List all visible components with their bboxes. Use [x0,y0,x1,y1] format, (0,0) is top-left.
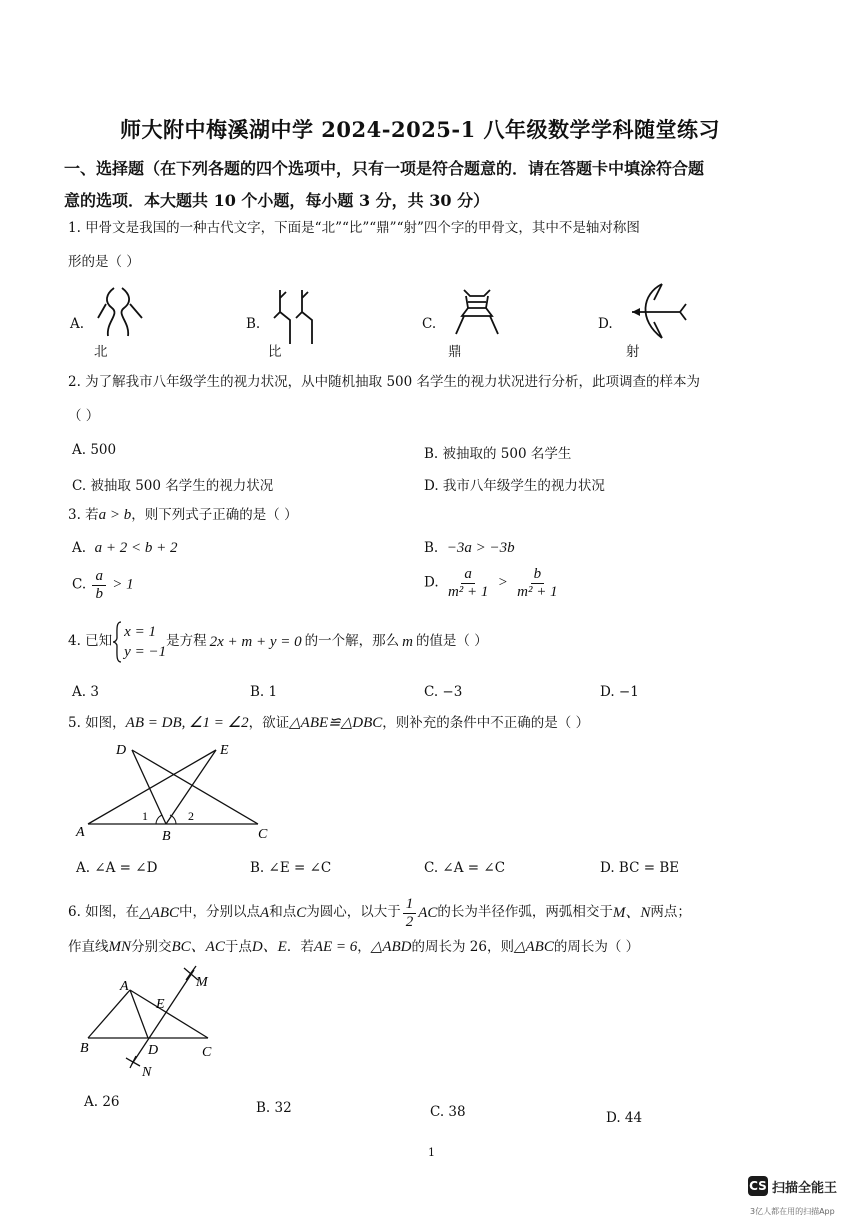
q4-stem: 4. 已知 x = 1 y = −1 是方程 2x + m + y = 0 的一个解，那么 m 的值是（ ） [68,620,488,664]
q6-option-c: C. 38 [430,1104,466,1120]
q6-label-b: B [80,1041,89,1056]
page-title: 师大附中梅溪湖中学 2024-2025-1 八年级数学学科随堂练习 [120,117,721,142]
q6-option-d: D. 44 [606,1110,643,1126]
q3-option-a: A. a + 2 < b + 2 [72,540,178,556]
q1-char-she: 射 [626,344,640,360]
q1-char-bei: 北 [94,344,108,360]
q5-stem: 5. 如图，AB = DB, ∠1 = ∠2，欲证△ABE≌△DBC，则补充的条件中不正确的是（ ） [68,715,590,731]
q2-option-b: B. 被抽取的 500 名学生 [424,446,572,462]
section-header-line2: 意的选项．本大题共 10 个小题，每小题 3 分，共 30 分） [64,191,490,210]
left-brace-icon [112,620,122,664]
q5-option-d: D. BC = BE [600,860,680,876]
q4-equation-system: x = 1 y = −1 [112,620,166,664]
q5-label-e: E [220,743,229,758]
q6-stem-line1: 6. 如图，在 △ABC 中，分别以点 A 和点 C 为圆心，以大于 $\frac{1}{2}$ AC 的长为半径作弧，两弧相交于 M、N 两点； [68,896,691,930]
q5-triangle-figure [70,740,280,844]
q5-label-angle1: 1 [142,809,148,823]
q3-option-c: C. $\frac{a}{b}$ > 1 [72,568,134,602]
q5-label-angle2: 2 [188,809,194,823]
q5-label-a: A [76,825,85,840]
q2-option-d: D. 我市八年级学生的视力状况 [424,478,605,494]
q6-option-a: A. 26 [84,1094,120,1110]
q3-condition: a > b [98,507,132,523]
q1-option-d-letter: D. [598,316,613,332]
camscanner-logo-icon: CS [748,1176,768,1196]
q5-option-c: C. ∠A = ∠C [424,860,506,876]
q5-option-b: B. ∠E = ∠C [250,860,332,876]
section-header-line1: 一、选择题（在下列各题的四个选项中，只有一项是符合题意的．请在答题卡中填涂符合题 [64,159,705,178]
scanner-brand-name: 扫描全能王 [772,1180,838,1196]
q1-option-b-letter: B. [246,316,261,332]
q6-label-a: A [120,979,129,994]
q4-option-c: C. −3 [424,684,463,700]
q6-option-b: B. 32 [256,1100,292,1116]
q2-stem-line1: 2. 为了解我市八年级学生的视力状况，从中随机抽取 500 名学生的视力状况进行分析，此项调查的样本为 [68,374,701,390]
q5-label-b: B [162,829,171,844]
scanner-watermark [748,1176,837,1196]
q4-option-b: B. 1 [250,684,278,700]
q1-option-c-letter: C. [422,316,437,332]
q1-option-a-letter: A. [70,316,85,332]
q6-stem-line2: 作直线MN分别交BC、AC于点D、E．若AE = 6，△ABD的周长为 26，则△ABC的周长为（ ） [68,939,640,955]
q6-label-n: N [142,1065,152,1080]
q5-label-d: D [116,743,127,758]
q6-label-c: C [202,1045,212,1060]
q6-label-e: E [156,997,165,1012]
q6-triangle-figure [74,960,234,1080]
q2-option-c: C. 被抽取 500 名学生的视力状况 [72,478,274,494]
q4-option-a: A. 3 [72,684,99,700]
page-number: 1 [428,1146,435,1159]
q2-stem-line2: （ ） [68,408,100,424]
q5-label-c: C [258,827,268,842]
q1-stem-line2: 形的是（ ） [68,254,140,270]
q6-label-d: D [148,1043,159,1058]
q3-option-d: D. $\frac{a}{\text{m² + 1}}$ > $\frac{b}{\text{m² + 1}}$ [424,566,558,600]
q2-option-a: A. 500 [72,442,117,458]
q3-option-b: B. −3a > −3b [424,540,515,556]
q1-char-bi: 比 [268,344,282,360]
scanner-tagline: 3亿人都在用的扫描App [750,1207,835,1216]
q3-stem: 3. 若a > b，则下列式子正确的是（ ） [68,507,298,523]
q1-stem-line1: 1. 甲骨文是我国的一种古代文字，下面是“北”“比”“鼎”“射”四个字的甲骨文，其中不是轴对称图 [68,220,640,236]
q6-label-m: M [196,975,208,990]
q4-option-d: D. −1 [600,684,639,700]
q1-char-ding: 鼎 [448,344,462,360]
q5-option-a: A. ∠A = ∠D [76,860,158,876]
